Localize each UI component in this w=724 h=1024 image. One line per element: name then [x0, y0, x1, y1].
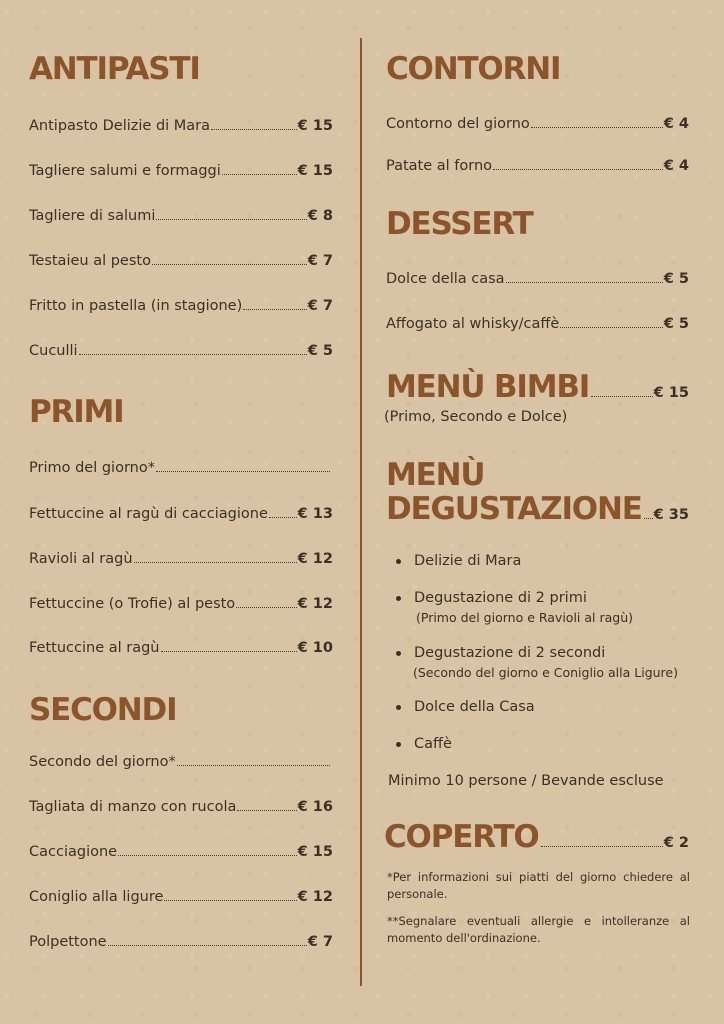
footnote-allergies: **Segnalare eventuali allergie e intolleranze al momento dell'ordinazione. [387, 914, 690, 945]
coperto-row [384, 819, 689, 855]
menu-item: Polpettone € 7 [29, 934, 333, 950]
footnote-daily-dishes: *Per informazioni sui piatti del giorno chiedere al personale. [387, 870, 690, 901]
dot-leader [560, 327, 662, 328]
dot-leader [161, 651, 297, 652]
menu-item: Fettuccine (o Trofie) al pesto € 12 [29, 596, 333, 612]
menu-degustazione-row [386, 491, 689, 527]
menu-item: Ravioli al ragù € 12 [29, 551, 333, 567]
dot-leader [269, 517, 297, 518]
coperto-price: € 2 [663, 835, 689, 851]
menu-item: Tagliere di salumi € 8 [29, 208, 333, 224]
dot-leader [152, 264, 307, 265]
menu-item: Cuculli € 5 [29, 343, 333, 359]
menu-item: Coniglio alla ligure € 12 [29, 889, 333, 905]
section-title-dessert: DESSERT [386, 206, 533, 242]
menu-bimbi-subtitle: (Primo, Secondo e Dolce) [384, 409, 568, 425]
menu-item: Cacciagione € 15 [29, 844, 333, 860]
menu-item: Secondo del giorno* [29, 754, 331, 770]
section-title-coperto: COPERTO [384, 819, 539, 855]
section-title-degustazione-line2: DEGUSTAZIONE [386, 491, 642, 527]
menu-item: Patate al forno € 4 [386, 158, 689, 174]
dot-leader [541, 846, 663, 847]
list-item: Degustazione di 2 primi (Primo del giorno e Ravioli al ragù) [396, 590, 633, 625]
dot-leader [177, 765, 330, 766]
menu-bimbi-row [386, 369, 689, 405]
menu-item: Tagliata di manzo con rucola € 16 [29, 799, 333, 815]
menu-item: Contorno del giorno € 4 [386, 116, 689, 132]
section-title-menu-bimbi: MENÙ BIMBI [386, 369, 590, 405]
menu-degustazione-price: € 35 [653, 507, 689, 523]
dot-leader [118, 855, 297, 856]
section-title-contorni: CONTORNI [386, 51, 561, 87]
dot-leader [222, 174, 297, 175]
dot-leader [644, 518, 653, 519]
menu-item: Tagliere salumi e formaggi € 15 [29, 163, 333, 179]
dot-leader [156, 219, 306, 220]
menu-item: Testaieu al pesto € 7 [29, 253, 333, 269]
dot-leader [493, 169, 663, 170]
degustazione-note: Minimo 10 persone / Bevande escluse [388, 773, 664, 789]
section-title-secondi: SECONDI [29, 692, 177, 728]
dot-leader [531, 127, 663, 128]
dot-leader [591, 396, 653, 397]
dot-leader [156, 471, 330, 472]
section-title-primi: PRIMI [29, 394, 124, 430]
list-item: Delizie di Mara [396, 553, 521, 569]
dot-leader [237, 810, 296, 811]
menu-item: Affogato al whisky/caffè € 5 [386, 316, 689, 332]
dot-leader [236, 607, 296, 608]
list-item: Dolce della Casa [396, 699, 535, 715]
section-title-antipasti: ANTIPASTI [29, 51, 200, 87]
dot-leader [164, 900, 296, 901]
menu-item: Fritto in pastella (in stagione) € 7 [29, 298, 333, 314]
menu-bimbi-price: € 15 [653, 385, 689, 401]
dot-leader [211, 129, 297, 130]
menu-item: Antipasto Delizie di Mara € 15 [29, 118, 333, 134]
list-item: Degustazione di 2 secondi (Secondo del giorno e Coniglio alla Ligure) [396, 645, 678, 680]
dot-leader [506, 282, 663, 283]
list-item: Caffè [396, 736, 452, 752]
dot-leader [134, 562, 297, 563]
dot-leader [108, 945, 307, 946]
menu-item: Fettuccine al ragù di cacciagione € 13 [29, 506, 333, 522]
menu-item: Primo del giorno* [29, 460, 331, 476]
dot-leader [243, 309, 307, 310]
menu-item: Dolce della casa € 5 [386, 271, 689, 287]
menu-item: Fettuccine al ragù € 10 [29, 640, 333, 656]
dot-leader [79, 354, 307, 355]
column-divider [360, 38, 362, 986]
section-title-degustazione-line1: MENÙ [386, 457, 485, 493]
